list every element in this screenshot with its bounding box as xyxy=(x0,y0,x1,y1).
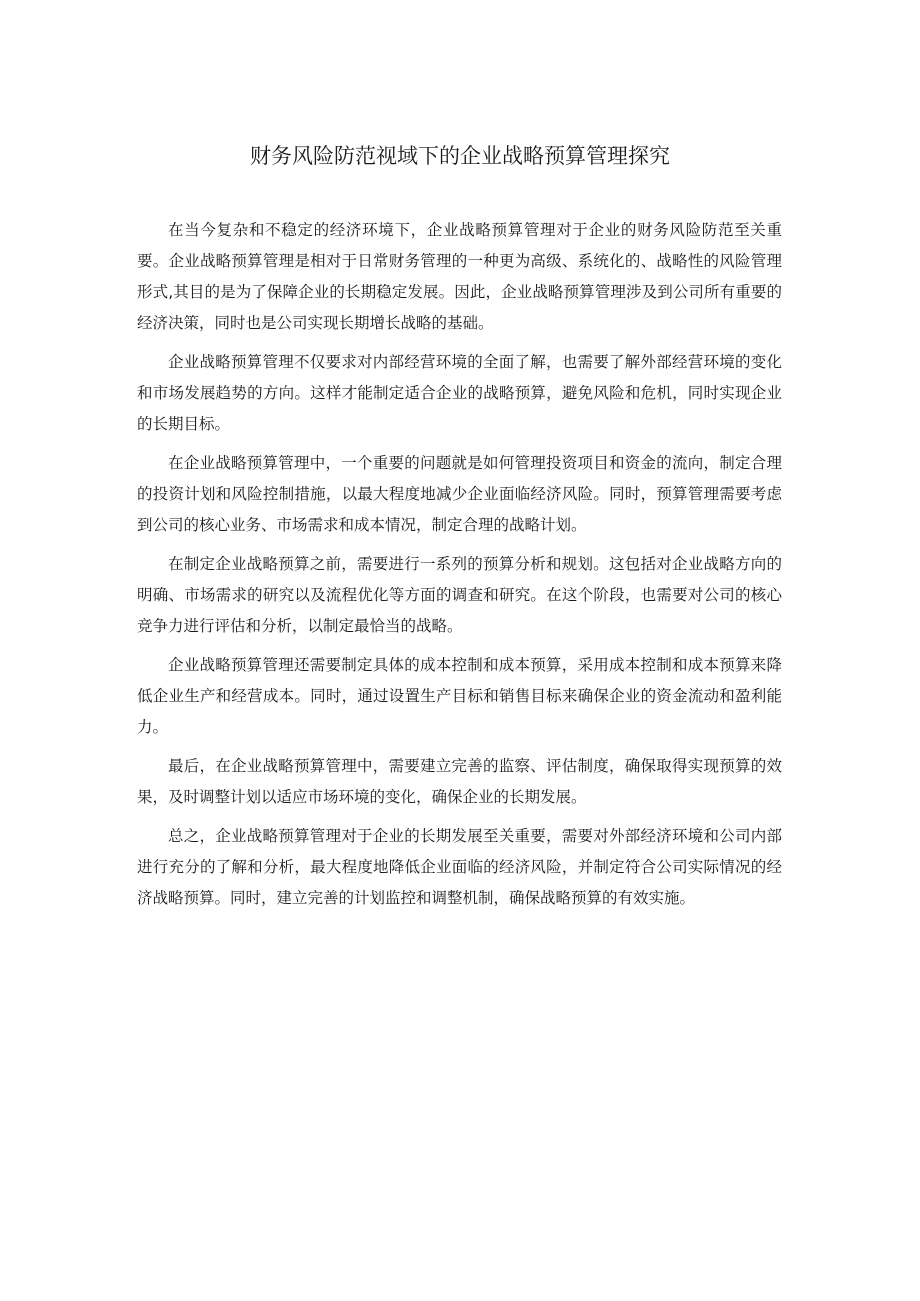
paragraph-5: 企业战略预算管理还需要制定具体的成本控制和成本预算，采用成本控制和成本预算来降低企业生产和经营成本。同时，通过设置生产目标和销售目标来确保企业的资金流动和盈利能力。 xyxy=(137,656,782,736)
paragraph-1: 在当今复杂和不稳定的经济环境下，企业战略预算管理对于企业的财务风险防范至关重要。企业战略预算管理是相对于日常财务管理的一种更为高级、系统化的、战略性的风险管理形式,其目的是为了保障企业的长期稳定发展。因此，企业战略预算管理涉及到公司所有重要的经济决策，同时也是公司实现长期增长战略的基础。 xyxy=(137,221,782,332)
paragraph-4: 在制定企业战略预算之前，需要进行一系列的预算分析和规划。这包括对企业战略方向的明确、市场需求的研究以及流程优化等方面的调查和研究。在这个阶段，也需要对公司的核心竞争力进行评估和分析，以制定最恰当的战略。 xyxy=(137,555,782,635)
document-body xyxy=(137,215,782,922)
paragraph-3: 在企业战略预算管理中，一个重要的问题就是如何管理投资项目和资金的流向，制定合理的投资计划和风险控制措施，以最大程度地减少企业面临经济风险。同时，预算管理需要考虑到公司的核心业务、市场需求和成本情况，制定合理的战略计划。 xyxy=(137,454,782,534)
paragraph-2: 企业战略预算管理不仅要求对内部经营环境的全面了解，也需要了解外部经营环境的变化和市场发展趋势的方向。这样才能制定适合企业的战略预算，避免风险和危机，同时实现企业的长期目标。 xyxy=(137,353,782,433)
document-title: 财务风险防范视域下的企业战略预算管理探究 xyxy=(250,144,670,168)
paragraph-7: 总之，企业战略预算管理对于企业的长期发展至关重要，需要对外部经济环境和公司内部进行充分的了解和分析，最大程度地降低企业面临的经济风险，并制定符合公司实际情况的经济战略预算。同时，建立完善的计划监控和调整机制，确保战略预算的有效实施。 xyxy=(137,827,782,907)
paragraph-6: 最后，在企业战略预算管理中，需要建立完善的监察、评估制度，确保取得实现预算的效果，及时调整计划以适应市场环境的变化，确保企业的长期发展。 xyxy=(137,757,782,806)
